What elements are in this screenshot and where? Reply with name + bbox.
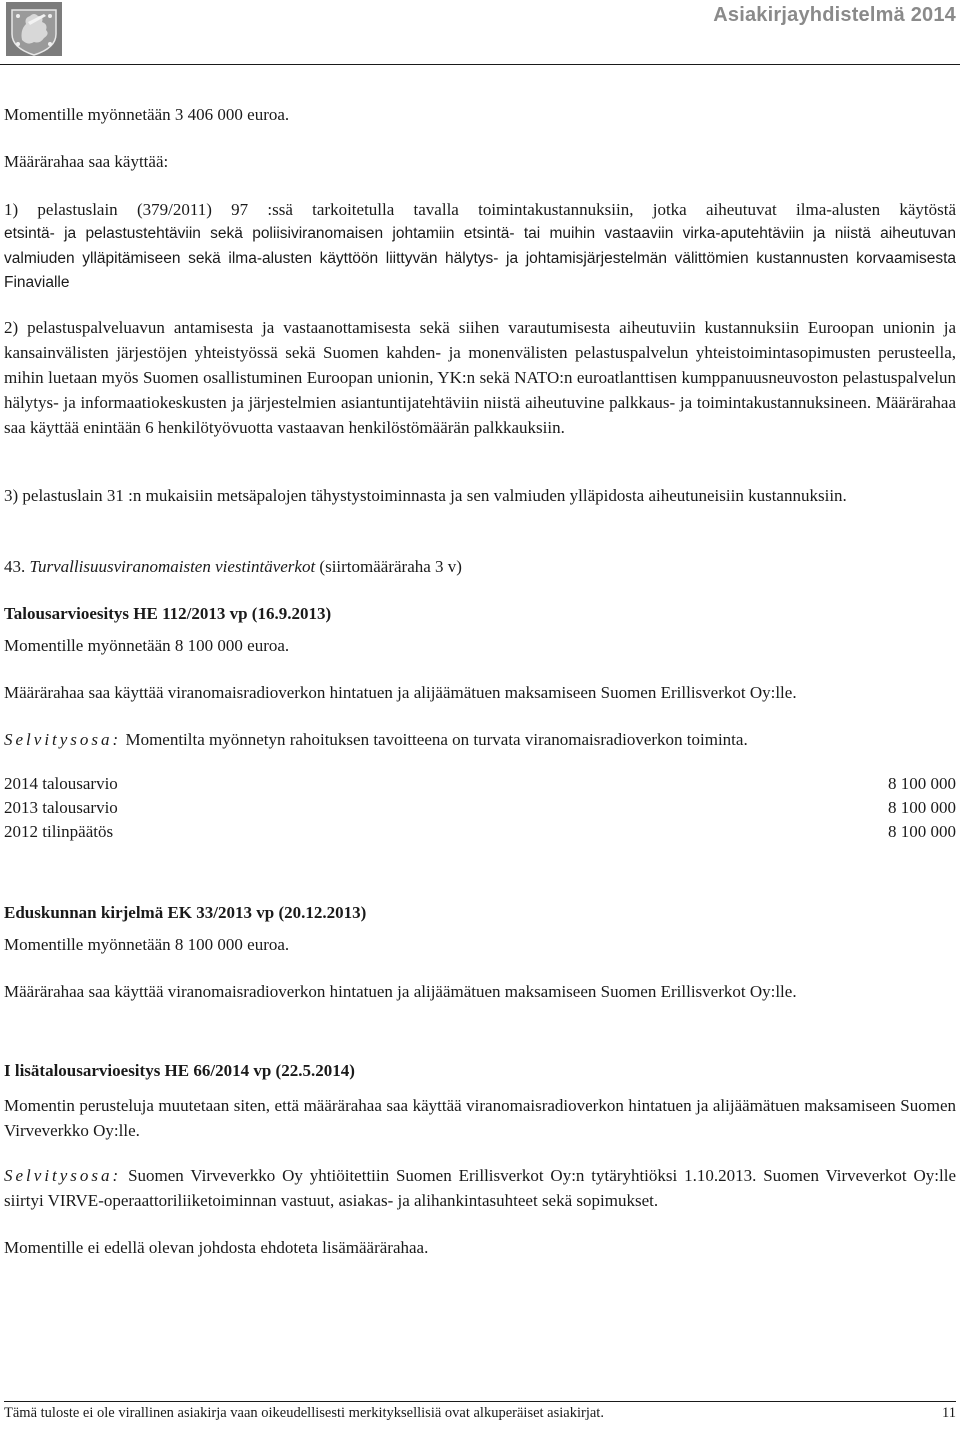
- paragraph-usage-intro: Määrärahaa saa käyttää:: [4, 152, 169, 171]
- paragraph-item-1: [4, 197, 956, 296]
- item-1-first-line: 1) pelastuslain (379/2011) 97 :ssä tarkoitetulla tavalla toimintakustannuksiin, jotka aiheutuvat ilma-alusten käytöstä: [4, 200, 956, 219]
- paragraph-item-3: 3) pelastuslain 31 :n mukaisiin metsäpalojen tähystystoiminnasta ja sen valmiuden ylläpidosta aiheutuneisiin kustannuksiin.: [4, 486, 847, 505]
- section-43-heading: [4, 554, 956, 579]
- budget-row-value: 8 100 000: [888, 822, 956, 841]
- coat-of-arms-icon: [4, 0, 64, 58]
- heading-supplementary-budget: I lisätalousarvioesitys HE 66/2014 vp (22.5.2014): [4, 1061, 355, 1080]
- document-collection-title: Asiakirjayhdistelmä 2014: [713, 4, 956, 26]
- budget-row: [4, 796, 956, 820]
- footer-disclaimer: Tämä tuloste ei ole virallinen asiakirja vaan oikeudellisesti merkityksellisiä ovat alkuperäiset asiakirjat.: [4, 1405, 604, 1421]
- paragraph-grant-2: Momentille myönnetään 8 100 000 euroa.: [4, 636, 290, 655]
- heading-budget-proposal: Talousarvioesitys HE 112/2013 vp (16.9.2013): [4, 604, 332, 623]
- explanation-text: Suomen Virveverkko Oy yhtiöitettiin Suomen Erillisverkot Oy:n tytäryhtiöksi 1.10.2013. Suomen Virveverkot Oy:lle siirtyi VIRVE-operaattoriliiketoiminnan vastuut, asiakas- ja alihankintasuhteet sekä sopimukset.: [4, 1166, 956, 1210]
- item-1-continuation: etsintä- ja pelastustehtäviin sekä poliisiviranomaisen johtamiin etsintä- tai muihin vastaaviin virka-aputehtäviin ja niistä aiheutuvan valmiuden ylläpitämiseen sekä ilma-alusten käyttöön liittyvän hälytys- ja johtamisjärjestelmän välittömien kustannusten korvaamisesta Finavialle: [4, 225, 956, 291]
- header-divider: [0, 64, 960, 65]
- budget-row-value: 8 100 000: [888, 798, 956, 817]
- budget-row: [4, 820, 956, 844]
- heading-parliament-letter: Eduskunnan kirjelmä EK 33/2013 vp (20.12.2013): [4, 903, 367, 922]
- section-number: 43.: [4, 557, 26, 576]
- paragraph-grant-3: Momentille myönnetään 8 100 000 euroa.: [4, 935, 290, 954]
- footer-divider: [4, 1401, 956, 1402]
- section-title: Turvallisuusviranomaisten viestintäverkot: [29, 557, 316, 576]
- paragraph-usage-2: Määrärahaa saa käyttää viranomaisradioverkon hintatuen ja alijäämätuen maksamiseen Suomen Erillisverkot Oy:lle.: [4, 683, 797, 702]
- explanation-label: Selvitysosa:: [4, 1166, 122, 1185]
- paragraph-item-2: 2) pelastuspalveluavun antamisesta ja vastaanottamisesta sekä siihen varautumisesta aiheutuviin kustannuksiin Euroopan unionin ja kansainvälisten järjestöjen yhteistyössä sekä Suomen kahden- ja monenvälisten pelastuspalvelun yhteistoimintasopimusten perusteella, mihin luetaan myös Suomen osallistuminen Euroopan unionin, YK:n sekä NATO:n euroatlanttisen kumppanuusneuvoston pelastuspalvelun hälytys- ja informaatiokeskusten ja järjestelmien asiantuntijatehtäviin niistä aiheutuvine palkkaus- ja toimintakustannuksineen. Määrärahaa saa käyttää enintään 6 henkilötyövuotta vastaavan henkilöstömäärän palkkauksiin.: [4, 318, 956, 437]
- page-footer: [4, 1405, 956, 1422]
- page-header: [0, 0, 960, 72]
- budget-row-label: 2013 talousarvio: [4, 798, 118, 817]
- paragraph-amendment: Momentin perusteluja muutetaan siten, että määrärahaa saa käyttää viranomaisradioverkon hintatuen ja alijäämätuen maksamiseen Suomen Virveverkko Oy:lle.: [4, 1096, 956, 1140]
- explanation-1: [4, 727, 956, 752]
- paragraph-grant-1: Momentille myönnetään 3 406 000 euroa.: [4, 105, 290, 124]
- explanation-2: [4, 1163, 956, 1213]
- paragraph-usage-3: Määrärahaa saa käyttää viranomaisradioverkon hintatuen ja alijäämätuen maksamiseen Suomen Erillisverkot Oy:lle.: [4, 982, 797, 1001]
- budget-row-label: 2014 talousarvio: [4, 774, 118, 793]
- explanation-label: Selvitysosa:: [4, 730, 122, 749]
- paragraph-no-supplement: Momentille ei edellä olevan johdosta ehdoteta lisämäärärahaa.: [4, 1238, 429, 1257]
- page-number: 11: [942, 1405, 956, 1421]
- explanation-text: Momentilta myönnetyn rahoituksen tavoitteena on turvata viranomaisradioverkon toiminta.: [125, 730, 748, 749]
- budget-row-value: 8 100 000: [888, 774, 956, 793]
- budget-row: [4, 772, 956, 796]
- section-suffix: (siirtomääräraha 3 v): [319, 557, 462, 576]
- budget-row-label: 2012 tilinpäätös: [4, 822, 114, 841]
